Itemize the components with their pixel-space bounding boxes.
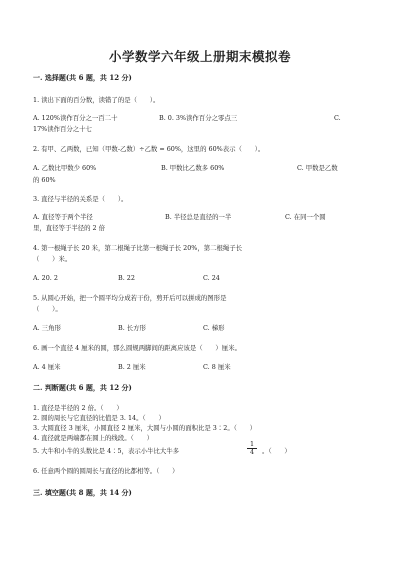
q4-stem: 4. 第一根绳子长 20 米，第二根绳子比第一根绳子长 20%，第二根绳子长 — [33, 244, 243, 252]
q2-option-a: A. 乙数比甲数少 60% — [33, 164, 97, 172]
tf-item-6: 6. 任意两个圆的圆周长与直径的比都相等。（ ） — [33, 467, 179, 475]
tf-item-3: 3. 大圆直径 3 厘米，小圆直径 2 厘米，大圆与小圆的面积比是 3∶2。（ ） — [33, 424, 257, 432]
q1-stem: 1. 读出下面的百分数，读错了的是（ ）。 — [33, 96, 160, 104]
q6-option-c: C. 8 厘米 — [203, 363, 231, 371]
fraction — [247, 441, 257, 456]
q5-option-c: C. 梯形 — [203, 324, 225, 332]
tf-item-4: 4. 直径就是两端都在圆上的线段。（ ） — [33, 434, 153, 442]
section-heading-true-false: 二. 判断题(共 6 题，共 12 分) — [33, 383, 132, 392]
q1-option-a: A. 120%读作百分之一百二十 — [33, 114, 118, 122]
q2-option-b: B. 甲数比乙数多 60% — [161, 164, 225, 172]
section-heading-choice: 一. 选择题(共 6 题，共 12 分) — [33, 73, 132, 82]
q4-option-b: B. 22 — [118, 274, 135, 282]
q3-option-c: C. 在同一个圆 — [285, 213, 326, 221]
q5-option-b: B. 长方形 — [118, 324, 146, 332]
q3-stem: 3. 直径与半径的关系是（ ）。 — [33, 195, 128, 203]
q6-option-a: A. 4 厘米 — [33, 363, 61, 371]
q3-option-a: A. 直径等于两个半径 — [33, 213, 93, 221]
q2-stem: 2. 有甲、乙两数，已知（甲数-乙数）÷乙数 = 60%，这里的 60%表示（ ）。 — [33, 145, 265, 153]
q6-option-b: B. 2 厘米 — [118, 363, 146, 371]
q2-option-c-cont: 的 60% — [33, 176, 56, 184]
page-title: 小学数学六年级上册期末模拟卷 — [108, 49, 291, 64]
q1-option-c: C. — [334, 114, 341, 122]
q3-option-b: B. 半径总是直径的一半 — [165, 213, 232, 221]
fraction-numerator: 1 — [247, 441, 257, 449]
q5-option-a: A. 三角形 — [33, 324, 61, 332]
q1-option-c-cont: 17%读作百分之十七 — [33, 125, 92, 133]
q1-option-b: B. 0. 3%读作百分之零点三 — [159, 114, 238, 122]
q3-option-c-cont: 里，直径等于半径的 2 倍 — [33, 224, 106, 232]
q6-stem: 6. 画一个直径 4 厘米的圆，那么圆规两脚间的距离应该是（ ）厘米。 — [33, 344, 241, 352]
q5-stem-cont: （ ）。 — [33, 305, 62, 313]
q5-stem: 5. 从圆心开始，把一个圆平均分成若干份，剪开后可以拼成的图形是 — [33, 294, 227, 302]
tf-item-2: 2. 圆的周长与它直径的比值是 3. 14。（ ） — [33, 414, 165, 422]
q4-option-a: A. 20. 2 — [33, 274, 58, 282]
q4-option-c: C. 24 — [203, 274, 220, 282]
tf-item-5-end: 。（ ） — [262, 447, 291, 455]
tf-item-5: 5. 大牛和小牛的头数比是 4∶5，表示小牛比大牛多 — [33, 447, 180, 455]
q4-stem-cont: （ ）米。 — [33, 255, 72, 263]
section-heading-fill-blank: 三. 填空题(共 8 题，共 14 分) — [33, 488, 132, 497]
fraction-denominator: 4 — [249, 448, 255, 456]
tf-item-1: 1. 直径是半径的 2 倍。（ ） — [33, 404, 123, 412]
q2-option-c: C. 甲数是乙数 — [297, 164, 338, 172]
